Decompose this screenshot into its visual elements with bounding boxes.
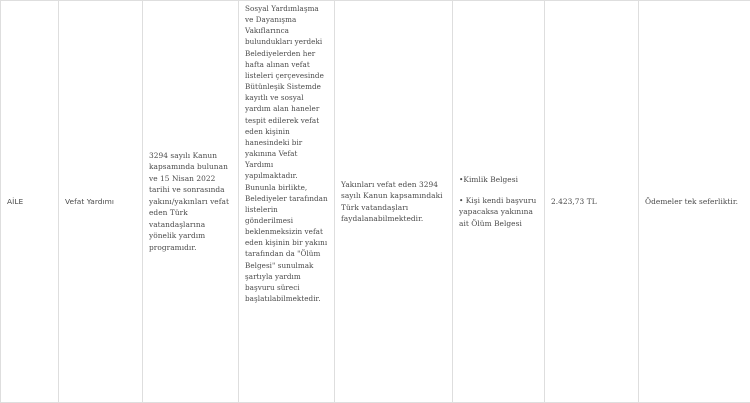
category-text: AİLE — [7, 197, 23, 206]
document-item: • Kişi kendi başvuru yapacaksa yakınına ait Ölüm Belgesi — [459, 195, 538, 230]
amount-text: 2.423,73 TL — [551, 197, 597, 206]
document-item: •Kimlik Belgesi — [459, 174, 538, 186]
procedure-cell — [239, 1, 335, 403]
aid-name-cell — [59, 1, 143, 403]
description-text: 3294 sayılı Kanun kapsamında bulunan ve 15 Nisan 2022 tarihi ve sonrasında yakını/yakınları vefat eden Türk vatandaşlarına yönelik yardım programıdır. — [149, 151, 229, 252]
category-cell — [1, 1, 59, 403]
description-cell — [143, 1, 239, 403]
documents-cell — [453, 1, 545, 403]
table-row — [1, 1, 750, 403]
notes-cell — [639, 1, 750, 403]
aid-name-text: Vefat Yardımı — [65, 197, 114, 206]
procedure-text: Sosyal Yardımlaşma ve Dayanışma Vakıflarınca bulundukları yerdeki Belediyelerden her hafta alınan vefat listeleri çerçevesinde Bütünleşik Sistemde kayıtlı ve sosyal yardım alan haneler tespit edilerek vefat eden kişinin hanesindeki bir yakınına Vefat Yardımı yapılmaktadır. Bununla birlikte, Belediyeler tarafından listelerin gönderilmesi beklenmeksizin vefat eden kişinin bir yakını tarafından da "Ölüm Belgesi" sunulmak şartıyla yardım başvuru süreci başlatılabilmektedir. — [245, 4, 328, 303]
eligibility-text: Yakınları vefat eden 3294 sayılı Kanun kapsamındaki Türk vatandaşları faydalanabilmektedir. — [341, 180, 443, 224]
amount-cell — [545, 1, 639, 403]
notes-text: Ödemeler tek seferliktir. — [645, 197, 738, 206]
eligibility-cell — [335, 1, 453, 403]
